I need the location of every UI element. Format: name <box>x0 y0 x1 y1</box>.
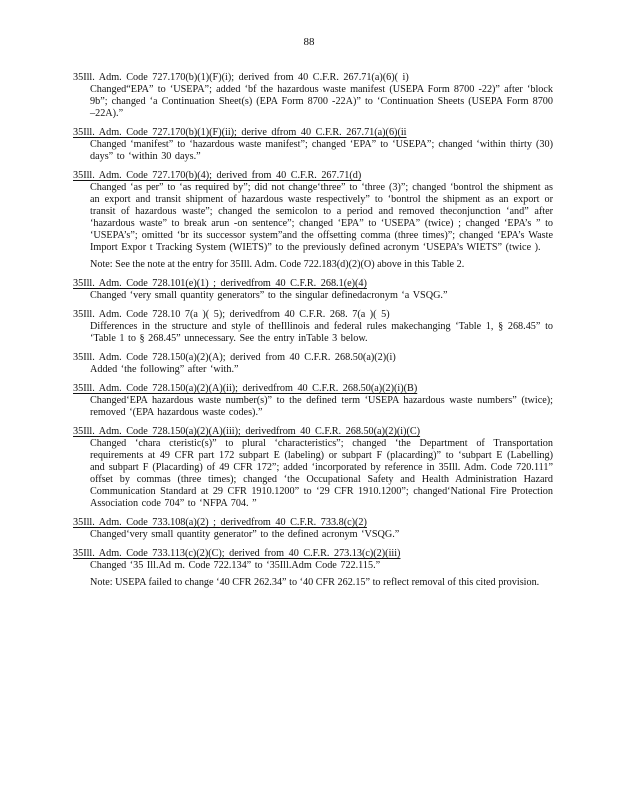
change-description: Differences in the structure and style of theIllinois and federal rules makechanging ‘Table 1, § 268.45” to ‘Table 1 to § 268.45” unnecessary. See the entry inTable 3 below. <box>90 321 553 344</box>
page-number: 88 <box>303 36 315 48</box>
change-description: Changed“EPA” to ‘USEPA”; added ‘bf the hazardous waste manifest (USEPA Form 8700 -22)” after ‘block 9b”; changed ‘a Continuation Sheet(s) (EPA Form 8700 -22A)” to ‘Continuation Sheets (USEPA Form 8700 –22A).” <box>90 84 553 119</box>
change-description: Changed ‘chara cteristic(s)” to plural ‘characteristics”; changed ‘the Department of Transportation requirements at 49 CFR part 172 subpart E (labeling) or subpart F (placarding)” to ‘subpart E (Labelling) and subpart F (Placarding) of 49 CFR 172”; added ‘incorporated by reference in 35Ill. Adm. Code 720.111” offset by commas (three times); changed ‘the Occupational Safety and Health Administration Hazard Communication Standard at 29 CFR 1910.1200” to ‘29 CFR 1910.1200”; changed‘National Fire Protection Association code 704” to ‘NFPA 704. ” <box>90 438 553 509</box>
citation-heading: 35Ill. Adm. Code 733.113(c)(2)(C); derived from 40 C.F.R. 273.13(c)(2)(iii) <box>73 548 401 559</box>
list-item <box>73 517 553 541</box>
list-item <box>73 278 553 302</box>
change-description: Changed ‘manifest” to ‘hazardous waste manifest”; changed ‘EPA” to ‘USEPA”; changed ‘within thirty (30) days” to ‘within 30 days.” <box>90 139 553 162</box>
list-item <box>73 309 553 345</box>
note-text: Note: See the note at the entry for 35Ill. Adm. Code 722.183(d)(2)(O) above in this Table 2. <box>90 259 465 270</box>
list-item <box>73 548 553 589</box>
change-description: Added ‘the following” after ‘with.” <box>90 364 239 375</box>
citation-heading: 35Ill. Adm. Code 728.150(a)(2)(A); derived from 40 C.F.R. 268.50(a)(2)(i) <box>73 352 396 363</box>
citation-heading: 35Ill. Adm. Code 728.150(a)(2)(A)(iii); derivedfrom 40 C.F.R. 268.50(a)(2)(i)(C) <box>73 426 421 437</box>
citation-heading: 35Ill. Adm. Code 728.10 7(a )( 5); derivedfrom 40 C.F.R. 268. 7(a )( 5) <box>73 309 390 320</box>
citation-heading: 35Ill. Adm. Code 727.170(b)(4); derived from 40 C.F.R. 267.71(d) <box>73 170 362 181</box>
list-item <box>73 170 553 271</box>
note-text: Note: USEPA failed to change ‘40 CFR 262.34” to ‘40 CFR 262.15” to reflect removal of this cited provision. <box>90 577 540 588</box>
citation-heading: 35Ill. Adm. Code 728.150(a)(2)(A)(ii); derivedfrom 40 C.F.R. 268.50(a)(2)(i)(B) <box>73 383 418 394</box>
list-item <box>73 352 553 376</box>
list-item <box>73 426 553 510</box>
change-description: Changed ‘as per” to ‘as required by”; did not change‘three” to ‘three (3)”; changed ‘bontrol the shipment as an export and transit shipment of hazardous waste respectively” to ‘bontrol the shipment as an export or transit of hazardous waste”; changed the semicolon to a period and removed theconjunction ‘and” after ‘hazardous waste” to break arun -on sentence”; changed ‘EPA” to ‘USEPA” (twice) ; changed ‘EPA’s ” to ‘USEPA’s”; omitted ‘br its successor system”and the offsetting comma (three times)”; changed ‘EPA’s Waste Import Expor t Tracking System (WIETS)” to the previously defined acronym ‘USEPA’s WIETS” (twice ). <box>90 182 553 253</box>
list-item <box>73 383 553 419</box>
change-description: Changed‘EPA hazardous waste number(s)” to the defined term ‘USEPA hazardous waste numbers” (twice); removed ‘(EPA hazardous waste codes).” <box>90 395 553 418</box>
citation-heading: 35Ill. Adm. Code 727.170(b)(1)(F)(i); derived from 40 C.F.R. 267.71(a)(6)( i) <box>73 72 409 83</box>
citation-heading: 35Ill. Adm. Code 733.108(a)(2) ; derivedfrom 40 C.F.R. 733.8(c)(2) <box>73 517 367 528</box>
change-description: Changed ‘very small quantity generators” to the singular definedacronym ‘a VSQG.” <box>90 290 448 301</box>
citation-heading: 35Ill. Adm. Code 727.170(b)(1)(F)(ii); derive dfrom 40 C.F.R. 267.71(a)(6)(ii <box>73 127 407 138</box>
list-item <box>73 127 553 163</box>
amendment-table-content <box>73 72 553 596</box>
list-item <box>73 72 553 120</box>
change-description: Changed ‘35 Ill.Ad m. Code 722.134” to ‘35Ill.Adm Code 722.115.” <box>90 560 381 571</box>
citation-heading: 35Ill. Adm. Code 728.101(e)(1) ; derivedfrom 40 C.F.R. 268.1(e)(4) <box>73 278 367 289</box>
change-description: Changed‘very small quantity generator” to the defined acronym ‘VSQG.” <box>90 529 400 540</box>
